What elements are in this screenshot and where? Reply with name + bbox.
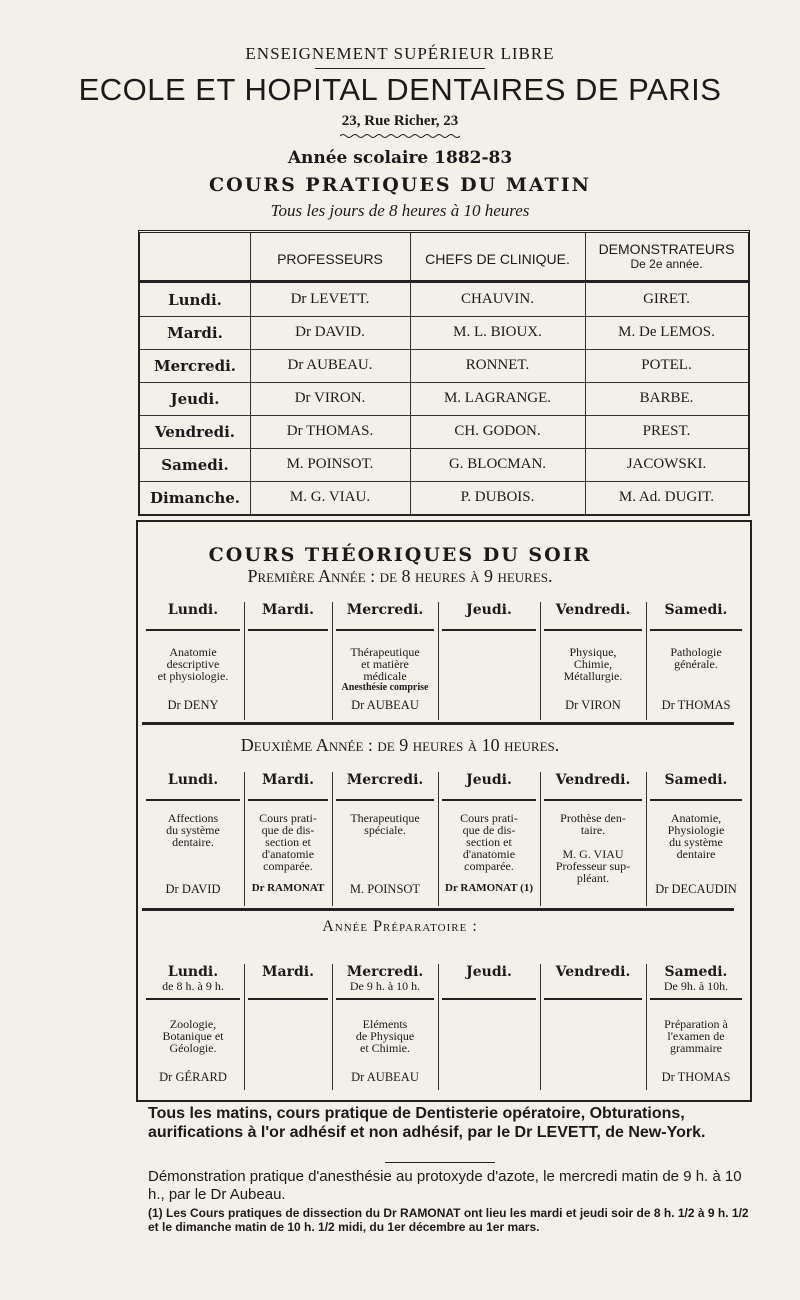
course-line: Professeur sup- [555, 859, 631, 873]
column-divider [540, 602, 541, 720]
course-line: et Chimie. [360, 1041, 410, 1055]
morning-schedule-table [138, 230, 750, 516]
course-line: Anesthésie comprise [341, 682, 429, 693]
professor-signature: Dr THOMAS [661, 698, 731, 712]
course-description [540, 646, 646, 682]
course-line: M. G. VIAU [562, 847, 624, 861]
professor-signature: Dr THOMAS [661, 1070, 731, 1084]
header-rule [442, 629, 536, 631]
day-header: Vendredi. [555, 964, 631, 980]
course-line: du système [669, 835, 723, 849]
professeur-name: Dr VIRON. [294, 390, 366, 406]
demonstrateur-name: M. De LEMOS. [618, 324, 715, 340]
course-description [646, 812, 746, 860]
professeur-name: Dr THOMAS. [286, 423, 374, 439]
professeur-name: Dr LEVETT. [290, 291, 370, 307]
year2-divider [142, 908, 734, 911]
header-rule [315, 68, 485, 69]
course-line: taire. [580, 823, 606, 837]
header-rule [248, 799, 328, 801]
header-rule [146, 629, 240, 631]
day-column [332, 772, 438, 906]
row-divider [140, 481, 748, 482]
day-label: Vendredi. [154, 423, 236, 441]
course-line: Prothèse den- [560, 811, 626, 825]
column-divider [438, 772, 439, 906]
day-header: Mercredi. [346, 964, 424, 980]
day-label: Dimanche. [149, 489, 240, 507]
day-column [646, 964, 746, 1090]
course-line: spéciale. [364, 823, 406, 837]
day-column [332, 602, 438, 720]
column-divider [332, 772, 333, 906]
course-description [142, 812, 244, 848]
day-column [540, 964, 646, 1090]
course-line: Physiologie [667, 823, 725, 837]
day-header: Mercredi. [346, 602, 424, 618]
course-line: générale. [674, 657, 718, 671]
demonstrateurs-subheader: De 2e année. [630, 257, 703, 271]
prep-grid [142, 964, 746, 1090]
day-column [646, 602, 746, 720]
day-label: Lundi. [168, 291, 222, 309]
professor-signature: Dr AUBEAU [351, 1070, 419, 1084]
footer-paragraph-2: Démonstration pratique d'anesthésie au protoxyde d'azote, le mercredi matin de 9 h. à 10 h., par le Dr Aubeau. [148, 1168, 742, 1203]
header-rule [650, 629, 742, 631]
chef-name: M. LAGRANGE. [443, 390, 552, 406]
header-rule [544, 998, 642, 1000]
column-chefs-header: CHEFS DE CLINIQUE. [425, 251, 570, 267]
header-rule [336, 998, 434, 1000]
day-header: Samedi. [664, 602, 728, 618]
column-divider [332, 964, 333, 1090]
column-professeurs-header: PROFESSEURS [277, 251, 383, 267]
footer-rule [385, 1162, 495, 1163]
header-rule [650, 799, 742, 801]
professor-signature: Dr GÉRARD [159, 1070, 227, 1084]
day-header: Lundi. [167, 772, 219, 788]
prep-heading: Année Préparatoire : [322, 918, 478, 935]
course-line: Eléments [362, 1017, 408, 1031]
column-divider [540, 772, 541, 906]
year1-heading: Première Année : de 8 heures à 9 heures. [247, 566, 553, 586]
day-header: Mardi. [262, 602, 314, 618]
row-divider [140, 349, 748, 350]
header-rule [544, 629, 642, 631]
column-demonstrateurs-header: DEMONSTRATEURS [598, 241, 735, 257]
evening-title: COURS THÉORIQUES DU SOIR [208, 544, 592, 566]
day-column [244, 772, 332, 906]
column-divider [438, 602, 439, 720]
course-line: section et [265, 835, 311, 849]
demonstrateur-name: JACOWSKI. [626, 456, 707, 472]
day-column [438, 964, 540, 1090]
course-line: d'anatomie [261, 847, 315, 861]
day-label: Mardi. [167, 324, 223, 342]
hours-label: De 9h. à 10h. [663, 979, 729, 993]
header-rule [442, 998, 536, 1000]
day-column [438, 772, 540, 906]
course-line: que de dis- [261, 823, 315, 837]
header-rule [248, 629, 328, 631]
day-header: Lundi. [167, 602, 219, 618]
professeur-name: Dr DAVID. [295, 324, 365, 340]
course-line: grammaire [670, 1041, 722, 1055]
year2-grid [142, 772, 746, 906]
header-rule [650, 998, 742, 1000]
day-header: Jeudi. [466, 964, 512, 980]
chef-name: G. BLOCMAN. [448, 456, 547, 472]
course-description [438, 812, 540, 872]
row-divider [140, 448, 748, 449]
day-column [142, 964, 244, 1090]
demonstrateur-name: GIRET. [643, 291, 690, 307]
day-header: Mercredi. [346, 772, 424, 788]
day-header: Samedi. [664, 772, 728, 788]
day-header: Mardi. [262, 964, 314, 980]
professor-signature: Dr DENY [167, 698, 219, 712]
row-divider [140, 382, 748, 383]
year2-heading: Deuxième Année : de 9 heures à 10 heures. [240, 735, 560, 755]
column-divider [646, 772, 647, 906]
course-line: et matière [361, 657, 409, 671]
chef-name: M. L. BIOUX. [453, 324, 542, 340]
demonstrateur-name: POTEL. [641, 357, 692, 373]
header-rule [146, 799, 240, 801]
professeur-name: Dr AUBEAU. [287, 357, 373, 373]
demonstrateur-name: M. Ad. DUGIT. [618, 489, 715, 505]
hours-label: de 8 h. à 9 h. [162, 979, 224, 993]
row-divider [140, 316, 748, 317]
course-line: Botanique et [162, 1029, 224, 1043]
course-line: Affections [167, 811, 219, 825]
course-description [540, 812, 646, 884]
day-label: Jeudi. [170, 390, 220, 408]
professor-signature: Dr VIRON [565, 698, 621, 712]
course-line: l'examen de [667, 1029, 725, 1043]
day-header: Lundi. [167, 964, 219, 980]
footer-note: (1) Les Cours pratiques de dissection du Dr RAMONAT ont lieu les mardi et jeudi soir de 8 h. 1/2 à 9 h. 1/2 et le dimanche matin de 10 h. 1/2 midi, du 1er décembre au 1er mars. [148, 1206, 749, 1234]
course-line: comparée. [263, 859, 313, 873]
hours-label: De 9 h. à 10 h. [349, 979, 421, 993]
course-description [646, 1018, 746, 1054]
column-divider [646, 602, 647, 720]
course-line: Physique, [569, 645, 617, 659]
day-column [540, 602, 646, 720]
course-description [142, 646, 244, 682]
day-header: Samedi. [664, 964, 728, 980]
course-line: section et [466, 835, 512, 849]
professor-signature: Dr DAVID [165, 882, 221, 896]
professeur-name: M. POINSOT. [286, 456, 374, 472]
morning-title: COURS PRATIQUES DU MATIN [209, 174, 591, 196]
day-header: Mardi. [262, 772, 314, 788]
column-divider [244, 602, 245, 720]
chef-name: RONNET. [465, 357, 530, 373]
day-column [142, 772, 244, 906]
header-rule [544, 799, 642, 801]
course-line: Pathologie [670, 645, 722, 659]
column-divider [332, 602, 333, 720]
chef-name: CHAUVIN. [461, 291, 534, 307]
course-description [332, 1018, 438, 1054]
address: 23, Rue Richer, 23 [341, 113, 459, 129]
course-line: Cours prati- [259, 811, 317, 825]
footer-paragraph-1: Tous les matins, cours pratique de Dentisterie opératoire, Obturations, aurifications à l'or adhésif et non adhésif, par le Dr LEVETT, de New-York. [148, 1105, 706, 1141]
professor-signature: Dr DECAUDIN [655, 882, 737, 896]
course-line: dentaire. [172, 835, 214, 849]
professeur-name: M. G. VIAU. [289, 489, 371, 505]
course-line: Métallurgie. [563, 669, 623, 683]
year1-divider [142, 722, 734, 725]
course-description [244, 812, 332, 872]
header-rule [336, 629, 434, 631]
course-line: Anatomie, [670, 811, 722, 825]
row-divider [140, 415, 748, 416]
course-line: de Physique [355, 1029, 415, 1043]
header-rule [336, 799, 434, 801]
column-divider [646, 964, 647, 1090]
column-divider [244, 964, 245, 1090]
course-line: et physiologie. [157, 669, 229, 683]
day-label: Samedi. [161, 456, 229, 474]
day-column [142, 602, 244, 720]
course-line: du système [166, 823, 220, 837]
day-column [332, 964, 438, 1090]
day-header: Vendredi. [555, 772, 631, 788]
institution-header: ENSEIGNEMENT SUPÉRIEUR LIBRE [245, 44, 555, 63]
demonstrateur-name: PREST. [642, 423, 691, 439]
chef-name: CH. GODON. [454, 423, 541, 439]
header-rule [442, 799, 536, 801]
demonstrateur-name: BARBE. [639, 390, 694, 406]
day-label: Mercredi. [153, 357, 237, 375]
course-line: Anatomie [169, 645, 217, 659]
course-line: dentaire [676, 847, 716, 861]
day-header: Jeudi. [466, 602, 512, 618]
year1-grid [142, 602, 746, 720]
morning-hours: Tous les jours de 8 heures à 10 heures [270, 201, 530, 220]
header-rule [248, 998, 328, 1000]
day-column [244, 964, 332, 1090]
professor-signature: Dr AUBEAU [351, 698, 419, 712]
course-line: que de dis- [462, 823, 516, 837]
professor-signature: Dr RAMONAT (1) [445, 882, 533, 894]
course-line: Chimie, [573, 657, 613, 671]
course-line: pléant. [576, 871, 610, 885]
course-line: Cours prati- [460, 811, 518, 825]
course-line: comparée. [464, 859, 514, 873]
professor-signature: Dr RAMONAT [251, 882, 325, 894]
course-line: Préparation à [664, 1017, 728, 1031]
chef-name: P. DUBOIS. [460, 489, 535, 505]
course-line: Zoologie, [169, 1017, 217, 1031]
wave-ornament [340, 133, 460, 139]
professor-signature: M. POINSOT [349, 882, 421, 896]
header-rule [146, 998, 240, 1000]
day-column [646, 772, 746, 906]
day-header: Vendredi. [555, 602, 631, 618]
column-divider [244, 772, 245, 906]
course-description [332, 812, 438, 836]
course-line: Therapeutique [350, 811, 420, 825]
course-description [332, 646, 438, 694]
day-header: Jeudi. [466, 772, 512, 788]
course-line: Thérapeutique [350, 645, 420, 659]
school-title: ECOLE ET HOPITAL DENTAIRES DE PARIS [78, 72, 722, 107]
course-line: descriptive [166, 657, 220, 671]
course-line: d'anatomie [462, 847, 516, 861]
school-year: Année scolaire 1882-83 [287, 148, 513, 168]
column-divider [540, 964, 541, 1090]
day-column [244, 602, 332, 720]
day-column [438, 602, 540, 720]
day-column [540, 772, 646, 906]
course-line: Géologie. [169, 1041, 217, 1055]
course-description [142, 1018, 244, 1054]
course-description [646, 646, 746, 670]
course-line: médicale [363, 669, 407, 683]
header-rule [140, 280, 748, 283]
column-divider [438, 964, 439, 1090]
